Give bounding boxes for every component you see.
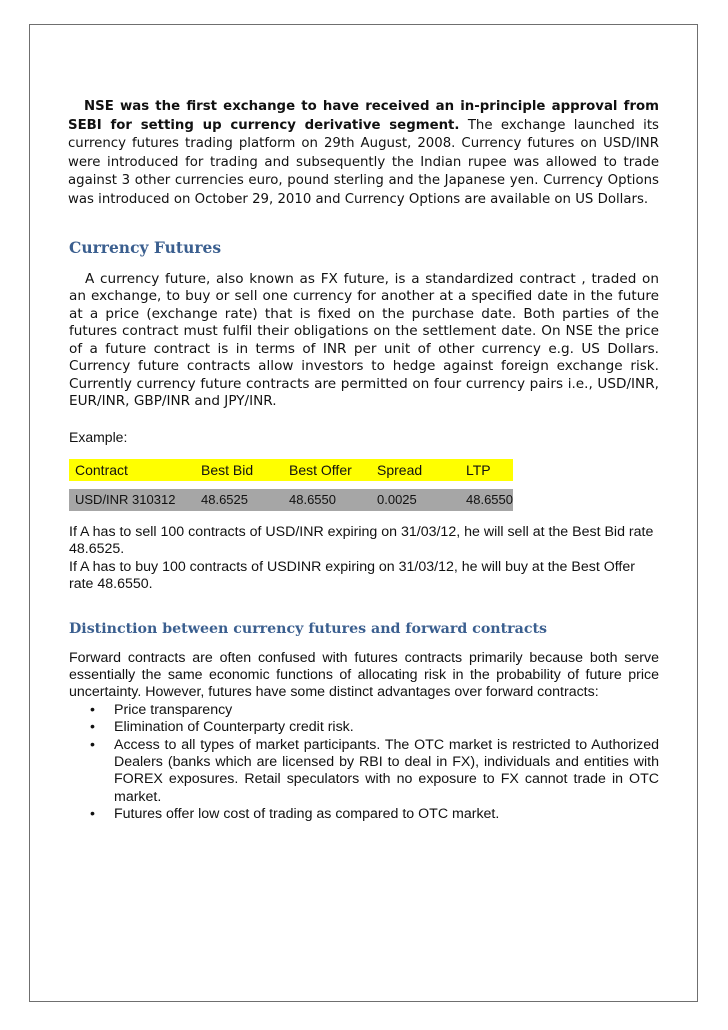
bullet-icon: • — [90, 806, 95, 823]
cell-best-bid: 48.6525 — [195, 489, 283, 511]
currency-futures-heading: Currency Futures — [69, 237, 222, 257]
header-best-offer: Best Offer — [283, 459, 371, 481]
distinction-paragraph: Forward contracts are often confused with futures contracts primarily because both serve essentially the same economic functions of allocating risk in the probability of future price uncertainty. However, futures have some distinct advantages over forward contracts: — [69, 649, 659, 701]
cell-spread: 0.0025 — [371, 489, 460, 511]
intro-text: The exchange launched its currency futures trading platform on 29th August, 2008. Currency futures on USD/INR were introduced for trading and subsequently the Indian rupee was allowed to trade against 3 other currencies euro, pound sterling and the Japanese yen. Currency Options was introduced on October 29, 2010 and Currency Options are available on US Dollars. — [68, 117, 659, 207]
document-body — [69, 98, 659, 824]
bullet-icon: • — [90, 701, 95, 718]
advantages-list — [69, 702, 659, 824]
list-item: • Futures offer low cost of trading as compared to OTC market. — [90, 806, 500, 823]
currency-futures-paragraph: A currency future, also known as FX future, is a standardized contract , traded on an exchange, to buy or sell one currency for another at a specified date in the future at a price (exchange rate) that is fixed on the purchase date. Both parties of the futures contract must fulfil their obligations on the settlement date. On NSE the price of a future contract is in terms of INR per unit of other currency e.g. US Dollars. Currency future contracts allow investors to hedge against foreign exchange risk. Currently currency future contracts are permitted on four currency pairs i.e., USD/INR, EUR/INR, GBP/INR and JPY/INR. — [69, 270, 659, 410]
table-header-row — [69, 459, 513, 481]
bullet-icon: • — [90, 719, 95, 736]
header-spread: Spread — [371, 459, 460, 481]
buy-note: If A has to buy 100 contracts of USDINR expiring on 31/03/12, he will buy at the Best Offer rate 48.6550. — [69, 558, 635, 593]
example-table — [69, 459, 513, 511]
intro-paragraph — [68, 98, 659, 210]
header-best-bid: Best Bid — [195, 459, 283, 481]
table-row — [69, 489, 513, 511]
distinction-heading: Distinction between currency futures and forward contracts — [69, 620, 548, 637]
header-contract: Contract — [69, 459, 195, 481]
header-ltp: LTP — [460, 459, 513, 481]
intro-bold-text: NSE was the first exchange to have received an in-principle approval from SEBI for setting up currency derivative segment. — [68, 99, 659, 133]
sell-note: If A has to sell 100 contracts of USD/INR expiring on 31/03/12, he will sell at the Best Bid rate 48.6525. — [69, 523, 654, 558]
list-item: • Price transparency — [90, 701, 233, 718]
cell-best-offer: 48.6550 — [283, 489, 371, 511]
list-item: • Access to all types of market participants. The OTC market is restricted to Authorized Dealers (banks which are licensed by RBI to deal in FX), individuals and entities with FOREX exposures. Retail speculators with no exposure to FX cannot trade in OTC market. — [90, 736, 659, 805]
bullet-icon: • — [90, 736, 95, 753]
cell-contract: USD/INR 310312 — [69, 489, 195, 511]
example-label: Example: — [69, 428, 128, 445]
cell-ltp: 48.6550 — [460, 489, 513, 511]
list-item: • Elimination of Counterparty credit risk. — [90, 719, 354, 736]
